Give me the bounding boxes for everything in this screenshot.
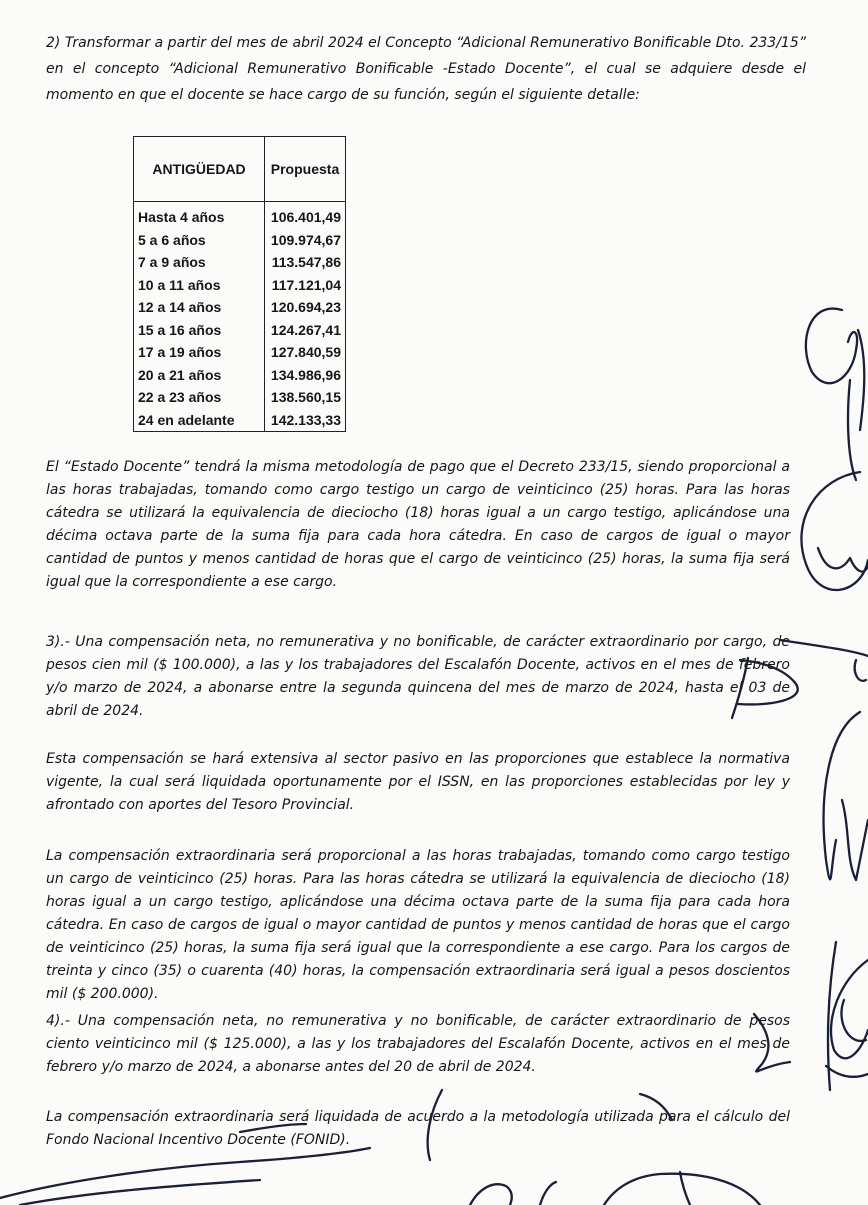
paragraph-item-2: 2) Transformar a partir del mes de abril 2024 el Concepto “Adicional Remunerativo Bonificable Dto. 233/15” en el concepto “Adicional Remunerativo Bonificable -Estado Docente”, el cual se adquiere desde el momento en que el docente se hace cargo de su función, según el siguiente detalle: <box>46 35 806 103</box>
propuesta-cell: 117.121,04 <box>265 274 346 297</box>
paragraph-sector-pasivo: Esta compensación se hará extensiva al sector pasivo en las proporciones que establece la normativa vigente, la cual será liquidada oportunamente por el ISSN, en las proporciones establecidas por ley y afrontado con aportes del Tesoro Provincial. <box>46 751 790 813</box>
table-row <box>134 319 346 342</box>
table-row <box>134 202 346 229</box>
antiguedad-table <box>133 136 346 432</box>
signature-upper-right <box>780 472 868 681</box>
propuesta-cell: 120.694,23 <box>265 296 346 319</box>
propuesta-cell: 142.133,33 <box>265 409 346 432</box>
signature-bottom <box>0 1148 760 1205</box>
table-row <box>134 229 346 252</box>
header-propuesta: Propuesta <box>265 137 346 202</box>
propuesta-cell: 124.267,41 <box>265 319 346 342</box>
paragraph-estado-docente: El “Estado Docente” tendrá la misma metodología de pago que el Decreto 233/15, siendo proporcional a las horas trabajadas, tomando como cargo testigo un cargo de veinticinco (25) horas. Para las horas cátedra se utilizará la equivalencia de dieciocho (18) horas igual a un cargo testigo, aplicándose una décima octava parte de la suma fija para cada hora cátedra. En caso de cargos de igual o mayor cantidad de puntos y menos cantidad de horas que el cargo de veinticinco (25) horas, la suma fija será igual que la correspondiente a ese cargo. <box>46 459 790 590</box>
table-row <box>134 274 346 297</box>
antiguedad-cell: Hasta 4 años <box>134 202 265 229</box>
table-header-row <box>134 137 346 202</box>
table-row <box>134 251 346 274</box>
antiguedad-cell: 10 a 11 años <box>134 274 265 297</box>
propuesta-cell: 106.401,49 <box>265 202 346 229</box>
paragraph-item-3: 3).- Una compensación neta, no remunerativa y no bonificable, de carácter extraordinario por cargo, de pesos cien mil ($ 100.000), a las y los trabajadores del Escalafón Docente, activos en el mes de febrero y/o marzo de 2024, a abonarse entre la segunda quincena del mes de marzo de 2024, hasta el 03 de abril de 2024. <box>46 634 790 719</box>
propuesta-cell: 127.840,59 <box>265 341 346 364</box>
signature-middle-right <box>824 712 868 880</box>
antiguedad-cell: 24 en adelante <box>134 409 265 432</box>
antiguedad-cell: 15 a 16 años <box>134 319 265 342</box>
propuesta-cell: 113.547,86 <box>265 251 346 274</box>
table-row <box>134 386 346 409</box>
header-antiguedad: ANTIGÜEDAD <box>134 137 265 202</box>
paragraph-fonid: La compensación extraordinaria será liquidada de acuerdo a la metodología utilizada para el cálculo del Fondo Nacional Incentivo Docente (FONID). <box>46 1109 790 1148</box>
table-row <box>134 409 346 432</box>
propuesta-cell: 138.560,15 <box>265 386 346 409</box>
paragraph-item-4: 4).- Una compensación neta, no remunerativa y no bonificable, de carácter extraordinario de pesos ciento veinticinco mil ($ 125.000), a las y los trabajadores del Escalafón Docente, activos en el mes de febrero y/o marzo de 2024, a abonarse antes del 20 de abril de 2024. <box>46 1013 790 1075</box>
antiguedad-cell: 17 a 19 años <box>134 341 265 364</box>
paragraph-compensacion-proporcional: La compensación extraordinaria será proporcional a las horas trabajadas, tomando como cargo testigo un cargo de veinticinco (25) horas. Para las horas cátedra se utilizará la equivalencia de dieciocho (18) horas igual a un cargo testigo, aplicándose una décima octava parte de la suma fija para cada hora cátedra. En caso de cargos de igual o mayor cantidad de puntos y menos cantidad de horas que el cargo de veinticinco (25) horas, la suma fija será igual que la correspondiente a ese cargo. Para los cargos de treinta y cinco (35) o cuarenta (40) horas, la compensación extraordinaria será igual a pesos doscientos mil ($ 200.000). <box>46 848 790 1002</box>
table-row <box>134 296 346 319</box>
signature-top-right <box>806 309 864 480</box>
propuesta-cell: 109.974,67 <box>265 229 346 252</box>
antiguedad-cell: 5 a 6 años <box>134 229 265 252</box>
antiguedad-cell: 7 a 9 años <box>134 251 265 274</box>
propuesta-cell: 134.986,96 <box>265 364 346 387</box>
table-row <box>134 364 346 387</box>
antiguedad-cell: 22 a 23 años <box>134 386 265 409</box>
table-row <box>134 341 346 364</box>
signature-lower-right <box>826 942 868 1090</box>
antiguedad-cell: 12 a 14 años <box>134 296 265 319</box>
antiguedad-cell: 20 a 21 años <box>134 364 265 387</box>
